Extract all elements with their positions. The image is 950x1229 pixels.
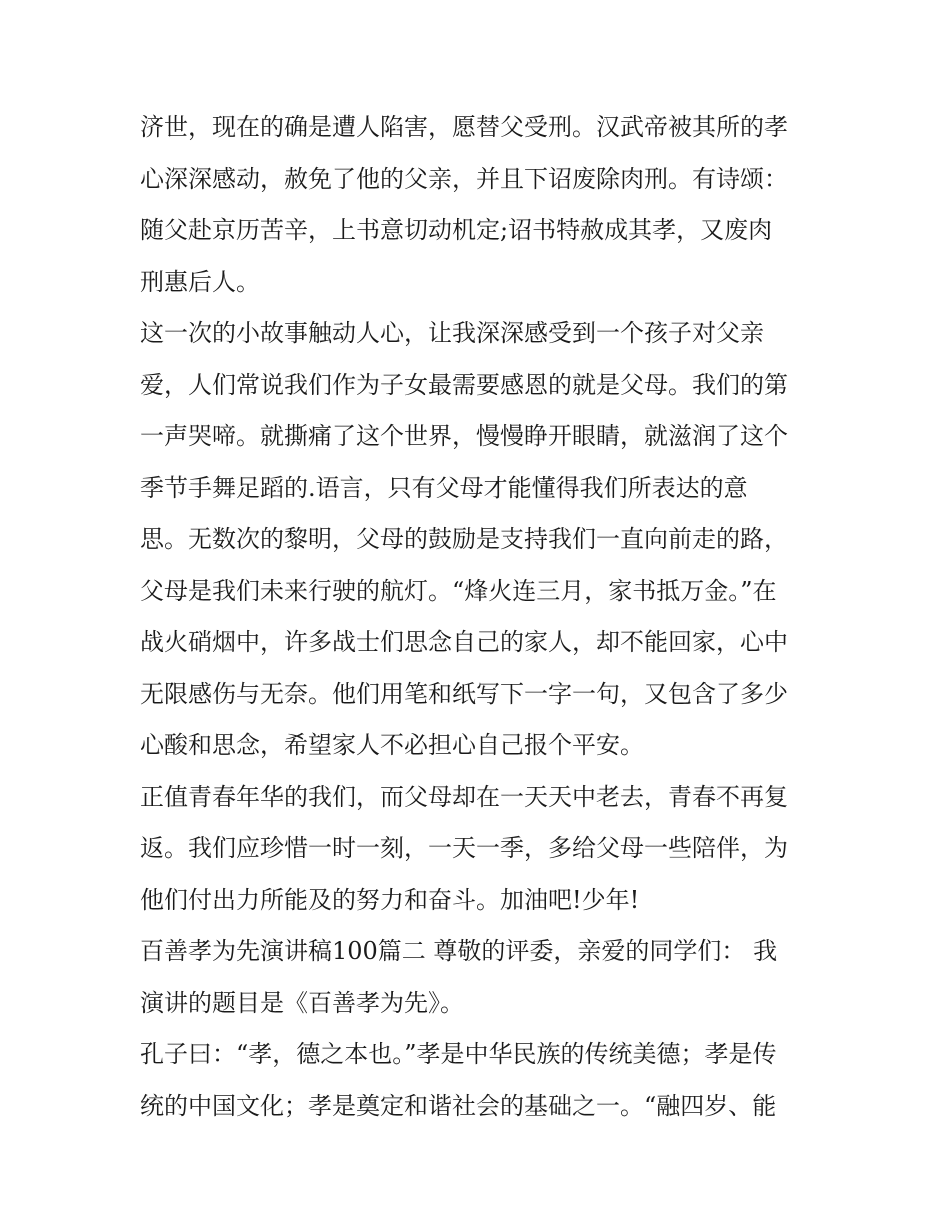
text-line: 刑惠后人。 — [140, 267, 260, 296]
body-text — [140, 102, 830, 1132]
text-line: 无限感伤与无奈。他们用笔和纸写下一字一句，又包含了多少 — [140, 679, 788, 708]
text-line: 父母是我们未来行驶的航灯。“烽火连三月，家书抵万金。”在 — [140, 576, 777, 605]
text-line: 返。我们应珍惜一时一刻，一天一季，多给父母一些陪伴，为 — [140, 834, 788, 862]
text-line: 心深深感动，赦免了他的父亲，并且下诏废除肉刑。有诗颂： — [140, 164, 788, 193]
text-line: 正值青春年华的我们，而父母却在一天天中老去，青春不再复 — [140, 782, 788, 811]
text-line: 战火硝烟中，许多战士们思念自己的家人，却不能回家，心中 — [140, 628, 788, 656]
text-line: 统的中国文化；孝是奠定和谐社会的基础之一。“融四岁、能 — [140, 1091, 777, 1120]
text-line: 随父赴京历苦辛，上书意切动机定;诏书特赦成其孝，又废肉 — [140, 216, 773, 244]
text-line: 爱，人们常说我们作为子女最需要感恩的就是父母。我们的第 — [140, 370, 788, 399]
text-line: 思。无数次的黎明，父母的鼓励是支持我们一直向前走的路， — [140, 525, 788, 553]
text-line: 这一次的小故事触动人心，让我深深感受到一个孩子对父亲 — [140, 319, 764, 347]
text-line: 季节手舞足蹈的.语言，只有父母才能懂得我们所表达的意 — [140, 473, 748, 502]
text-line: 济世，现在的确是遭人陷害，愿替父受刑。汉武帝被其所的孝 — [140, 113, 788, 141]
text-line: 演讲的题目是《百善孝为先》。 — [140, 988, 464, 1017]
text-line: 百善孝为先演讲稿100篇二 尊敬的评委，亲爱的同学们： 我 — [140, 937, 778, 965]
text-line: 心酸和思念，希望家人不必担心自己报个平安。 — [140, 731, 644, 759]
text-line: 一声哭啼。就撕痛了这个世界，慢慢睁开眼睛，就滋润了这个 — [140, 422, 788, 450]
text-line: 他们付出力所能及的努力和奋斗。加油吧!少年! — [140, 885, 640, 914]
text-line: 孔子曰：“孝，德之本也。”孝是中华民族的传统美德；孝是传 — [140, 1040, 777, 1068]
